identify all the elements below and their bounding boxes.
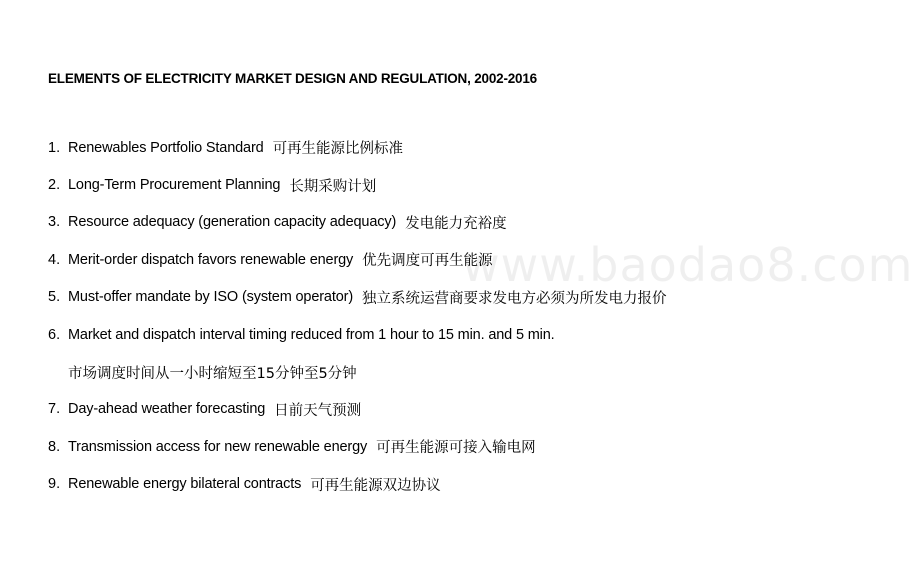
list-item-6-continuation bbox=[48, 353, 667, 390]
list-item-3 bbox=[48, 204, 667, 241]
page-title: ELEMENTS OF ELECTRICITY MARKET DESIGN AND REGULATION, 2002-2016 bbox=[48, 71, 537, 86]
list-item-6 bbox=[48, 316, 667, 353]
item-text-zh: 日前天气预测 bbox=[274, 402, 362, 419]
item-text-zh: 独立系统运营商要求发电方必须为所发电力报价 bbox=[362, 290, 667, 307]
item-number: 9. bbox=[48, 476, 61, 493]
item-number: 4. bbox=[48, 251, 61, 268]
item-number: 1. bbox=[48, 139, 61, 156]
watermark: www.baodao8.com bbox=[462, 238, 913, 292]
item-number: 3. bbox=[48, 214, 61, 231]
list-item-4 bbox=[48, 241, 667, 278]
item-number: 6. bbox=[48, 326, 61, 343]
list-item-5 bbox=[48, 279, 667, 316]
list-item-1 bbox=[48, 129, 667, 166]
item-text-zh: 优先调度可再生能源 bbox=[362, 253, 493, 270]
item-text-zh: 可再生能源比例标准 bbox=[272, 141, 404, 158]
item-text-zh: 可再生能源双边协议 bbox=[310, 477, 441, 494]
list-item-9 bbox=[48, 466, 667, 503]
item-text-en: Day-ahead weather forecasting bbox=[68, 401, 266, 418]
item-text-en: Long-Term Procurement Planning bbox=[68, 177, 281, 194]
item-text-en: Renewables Portfolio Standard bbox=[68, 139, 264, 156]
item-text-en: Renewable energy bilateral contracts bbox=[68, 476, 302, 493]
item-text-en: Merit-order dispatch favors renewable energy bbox=[68, 251, 354, 268]
item-number: 8. bbox=[48, 438, 61, 455]
item-number: 7. bbox=[48, 401, 61, 418]
item-number: 2. bbox=[48, 177, 61, 194]
item-text-en: Resource adequacy (generation capacity adequacy) bbox=[68, 214, 397, 231]
item-text-en: Must-offer mandate by ISO (system operator) bbox=[68, 289, 354, 306]
item-text-zh: 可再生能源可接入输电网 bbox=[376, 440, 536, 457]
item-text-en: Transmission access for new renewable energy bbox=[68, 438, 368, 455]
list-item-7 bbox=[48, 391, 667, 428]
item-text-zh: 市场调度时间从一小时缩短至15分钟至5分钟 bbox=[68, 365, 357, 382]
item-text-zh: 长期采购计划 bbox=[289, 178, 377, 195]
list-item-8 bbox=[48, 428, 667, 465]
list-item-2 bbox=[48, 166, 667, 203]
item-number: 5. bbox=[48, 289, 61, 306]
elements-list bbox=[48, 129, 667, 503]
item-text-en: Market and dispatch interval timing reduced from 1 hour to 15 min. and 5 min. bbox=[68, 326, 555, 343]
item-text-zh: 发电能力充裕度 bbox=[405, 215, 507, 232]
